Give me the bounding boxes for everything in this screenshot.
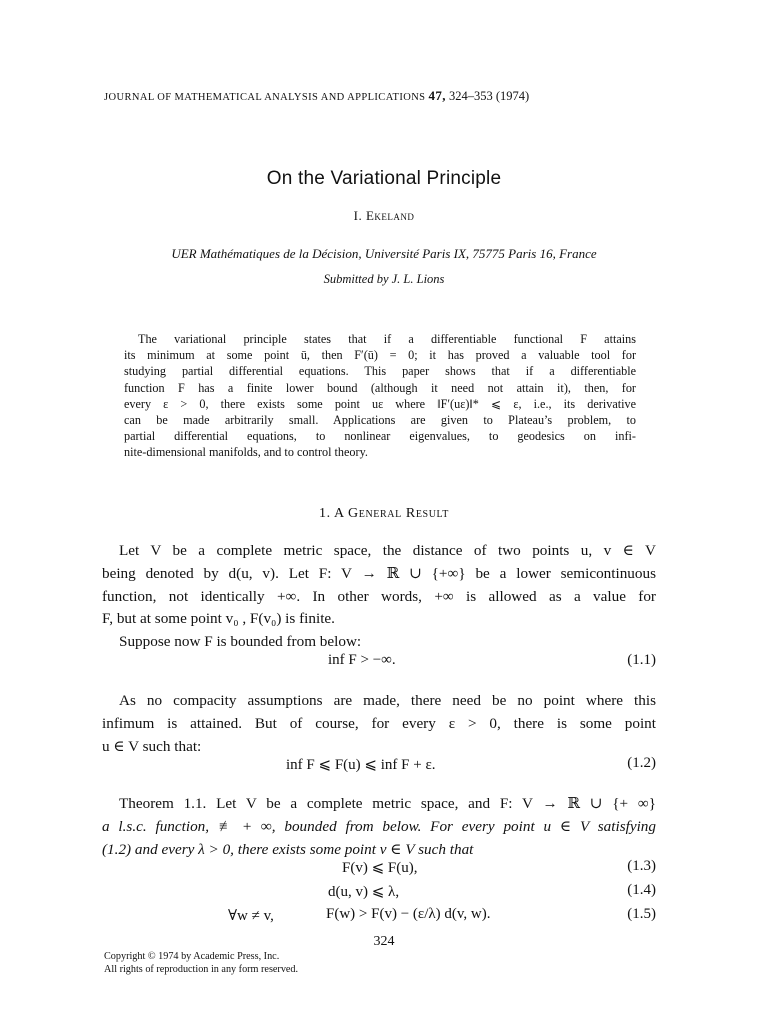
equation-body: inf F > −∞. xyxy=(328,652,396,668)
equation-1-5 xyxy=(102,906,656,930)
theorem-line: a l.s.c. function, ≢ + ∞, bounded from below. For every point u ∈ V satisfying xyxy=(102,817,656,835)
abstract-line: its minimum at some point ū, then F′(ū) = 0; it has proved a valuable tool for xyxy=(124,348,636,363)
section-heading: 1. A General Result xyxy=(318,506,450,521)
equation-body: F(w) > F(v) − (ε/λ) d(v, w). xyxy=(326,906,491,922)
theorem-line: Theorem 1.1. Let V be a complete metric space, and F: V → ℝ ∪ {+ ∞} xyxy=(119,795,656,812)
copyright-notice xyxy=(104,950,298,976)
equation-1-4 xyxy=(102,882,656,906)
body-line: As no compacity assumptions are made, there need be no point where this xyxy=(119,692,656,709)
body-paragraph xyxy=(102,690,656,758)
body-line: F, but at some point v₀ , F(v₀) is finite. xyxy=(102,610,335,628)
equation-quantifier: ∀w ≠ v, xyxy=(228,908,274,924)
journal-name: JOURNAL OF MATHEMATICAL ANALYSIS AND APPLICATIONS xyxy=(104,92,426,103)
paper-title: On the Variational Principle xyxy=(266,168,502,189)
equation-body: F(v) ⩽ F(u), xyxy=(342,860,418,876)
author-affiliation: UER Mathématiques de la Décision, Université Paris IX, 75775 Paris 16, France xyxy=(171,246,597,261)
equation-1-3 xyxy=(102,858,656,882)
paper-author: I. Ekeland xyxy=(353,208,415,223)
theorem-statement xyxy=(102,793,656,861)
abstract-line: studying partial differential equations. This paper shows that if a differentiable xyxy=(124,364,636,379)
body-line: function, not identically +∞. In other words, +∞ is allowed as a value for xyxy=(102,587,656,605)
body-line: u ∈ V such that: xyxy=(102,737,202,755)
equation-1-1 xyxy=(102,652,656,676)
copyright-line: All rights of reproduction in any form reserved. xyxy=(104,964,299,975)
journal-header xyxy=(104,88,529,104)
abstract-line: every ε > 0, there exists some point uε where ‖F′(uε)‖* ⩽ ε, i.e., its derivative xyxy=(124,396,636,411)
abstract-line: can be made arbitrarily small. Applications are given to Plateau’s problem, to xyxy=(124,413,636,428)
body-line: Suppose now F is bounded from below: xyxy=(119,633,362,651)
body-line: Let V be a complete metric space, the distance of two points u, v ∈ V xyxy=(119,542,656,559)
equation-body: d(u, v) ⩽ λ, xyxy=(328,884,400,900)
abstract xyxy=(124,331,636,461)
copyright-line: Copyright © 1974 by Academic Press, Inc. xyxy=(104,951,280,962)
body-line: infimum is attained. But of course, for every ε > 0, there is some point xyxy=(102,714,656,732)
equation-number: (1.5) xyxy=(627,906,656,922)
abstract-line: nite-dimensional manifolds, and to control theory. xyxy=(124,445,368,460)
equation-body: inf F ⩽ F(u) ⩽ inf F + ε. xyxy=(286,757,436,773)
abstract-line: partial differential equations, to nonlinear eigenvalues, to geodesics on infi- xyxy=(124,429,636,444)
equation-number: (1.3) xyxy=(627,858,656,874)
equation-1-2 xyxy=(102,755,656,779)
equation-number: (1.4) xyxy=(627,882,656,898)
journal-pages: 324–353 (1974) xyxy=(448,89,530,103)
theorem-line: (1.2) and every λ > 0, there exists some point v ∈ V such that xyxy=(102,840,474,858)
body-paragraph xyxy=(102,540,656,654)
body-line: being denoted by d(u, v). Let F: V → ℝ ∪ {+∞} be a lower semicontinuous xyxy=(102,564,656,582)
page-number: 324 xyxy=(373,934,395,949)
abstract-line: function F has a finite lower bound (although it need not attain it), then, for xyxy=(124,380,636,395)
equation-number: (1.2) xyxy=(627,755,656,771)
abstract-line: The variational principle states that if a differentiable functional F attains xyxy=(138,332,636,346)
journal-volume: 47, xyxy=(428,88,446,103)
equation-number: (1.1) xyxy=(627,652,656,668)
submitted-by: Submitted by J. L. Lions xyxy=(323,272,445,286)
